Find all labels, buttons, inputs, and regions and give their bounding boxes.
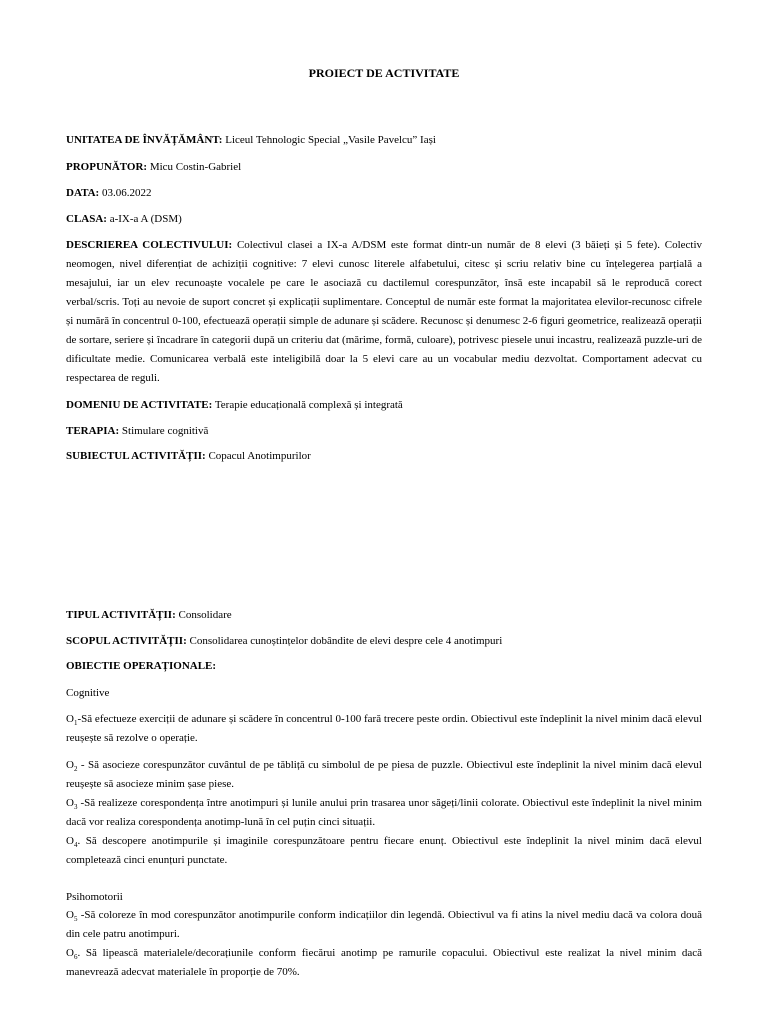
field-terapia (66, 424, 702, 439)
objective-o6 (66, 944, 702, 982)
field-label: TERAPIA: (66, 425, 120, 437)
field-clasa (66, 212, 702, 227)
objective-text: -Să realizeze corespondența între anotimpuri și lunile anului prin trasarea unor săgeți/linii colorate. Obiectivul este îndeplinit la nivel minim dacă vor realiza corespondența anotimp-lună în cel puțin cinci situații. (66, 797, 702, 828)
objective-index: 5 (73, 915, 78, 924)
objective-index: 3 (73, 803, 78, 812)
objective-text: - Să asocieze corespunzător cuvântul de pe tăbliță cu simbolul de pe piesa de puzzle. Obiectivul este îndeplinit la nivel minim dacă elevul reușește să asocieze minim șase piese. (66, 759, 702, 790)
objective-marker: O (66, 909, 74, 921)
objective-text: -Să efectueze exerciții de adunare și scădere în concentrul 0-100 fară trecere peste ordin. Obiectivul este îndeplinit la nivel minim dacă elevul reușește să rezolve o operație. (66, 713, 702, 744)
objective-index: 4 (73, 841, 78, 850)
section-heading-cognitive: Cognitive (66, 687, 110, 699)
objective-o1 (66, 710, 702, 748)
objective-o3 (66, 794, 702, 832)
field-value: Terapie educațională complexă și integrată (214, 399, 403, 411)
field-unitatea (66, 133, 702, 148)
field-value: Colectivul clasei a IX-a A/DSM este format dintr-un număr de 8 elevi (3 băieți și 5 fete). Colectiv neomogen, nivel diferențiat de achiziții cognitive: 7 elevi cunosc literele alfabetului, citesc și scriu relativ bine cu înțelegerea parțială a mesajului, iar un elev recunoaște vocalele pe care le asociază cu dactilemul corespunzător, însă este incapabil să le reproducă corect verbal/scris. Toți au nevoie de suport concret și explicații suplimentare. Conceptul de număr este format la majoritatea elevilor-recunosc cifrele și numără în concentrul 0-100, efectuează operații simple de adunare și scădere. Recunosc și denumesc 2-6 figuri geometrice, realizează operații de sortare, seriere și încadrare în categorii după un criteriu dat (mărime, formă, culoare), potrivesc piesele unui incastru, realizează puzzle-uri de dificultate medie. Comunicarea verbală este inteligibilă doar la 5 elevi care au un vocabular mediu dezvoltat. Comportament adecvat cu respectarea de reguli. (66, 239, 703, 384)
objective-index: 6 (73, 953, 78, 962)
field-value: Copacul Anotimpurilor (208, 450, 311, 462)
section-heading-psihomotorii: Psihomotorii (66, 891, 123, 903)
field-label: SUBIECTUL ACTIVITĂȚII: (66, 450, 206, 462)
objective-text: . Să descopere anotimpurile și imaginile corespunzătoare pentru fiecare enunț. Obiectivul este îndeplinit la nivel minim dacă elevul completează cinci enunțuri punctate. (66, 835, 702, 866)
document-title: PROIECT DE ACTIVITATE (308, 66, 460, 80)
field-label: PROPUNĂTOR: (66, 161, 148, 173)
objective-o4 (66, 832, 702, 870)
objective-marker: O (66, 759, 74, 771)
field-subiectul (66, 449, 702, 464)
objective-index: 1 (73, 719, 78, 728)
field-label: DATA: (66, 187, 100, 199)
objective-marker: O (66, 713, 74, 725)
field-label: DOMENIU DE ACTIVITATE: (66, 399, 213, 411)
objective-marker: O (66, 947, 74, 959)
objective-marker: O (66, 797, 74, 809)
field-propunator (66, 160, 702, 175)
field-label: SCOPUL ACTIVITĂȚII: (66, 635, 187, 647)
field-value: Liceul Tehnologic Special „Vasile Pavelcu” Iași (225, 134, 436, 146)
field-value: Micu Costin-Gabriel (149, 161, 242, 173)
field-value: Consolidarea cunoștințelor dobândite de elevi despre cele 4 anotimpuri (189, 635, 503, 647)
field-domeniu (66, 398, 702, 413)
objective-o5 (66, 906, 702, 944)
field-value: Stimulare cognitivă (121, 425, 209, 437)
objective-marker: O (66, 835, 74, 847)
field-label: UNITATEA DE ÎNVĂȚĂMÂNT: (66, 134, 223, 146)
field-obiective (66, 659, 702, 674)
field-tipul (66, 608, 702, 623)
objective-text: -Să coloreze în mod corespunzător anotimpurile conform indicațiilor din legendă. Obiectivul va fi atins la nivel mediu dacă va colora două din cele patru anotimpuri. (66, 909, 702, 940)
field-label: TIPUL ACTIVITĂȚII: (66, 609, 176, 621)
field-value: a-IX-a A (DSM) (109, 213, 182, 225)
field-data (66, 186, 702, 201)
field-scopul (66, 634, 702, 649)
field-label: CLASA: (66, 213, 107, 225)
objective-text: . Să lipească materialele/decorațiunile conform fiecărui anotimp pe ramurile copacului. Obiectivul este realizat la nivel minim dacă manevrează adecvat materialele în proporție de 70%. (66, 947, 702, 978)
field-label: OBIECTIE OPERAȚIONALE: (66, 660, 217, 672)
field-label: DESCRIEREA COLECTIVULUI: (66, 239, 233, 251)
objective-index: 2 (73, 765, 78, 774)
field-descrierea (66, 236, 702, 388)
objective-o2 (66, 756, 702, 794)
field-value: Consolidare (178, 609, 232, 621)
field-value: 03.06.2022 (101, 187, 152, 199)
